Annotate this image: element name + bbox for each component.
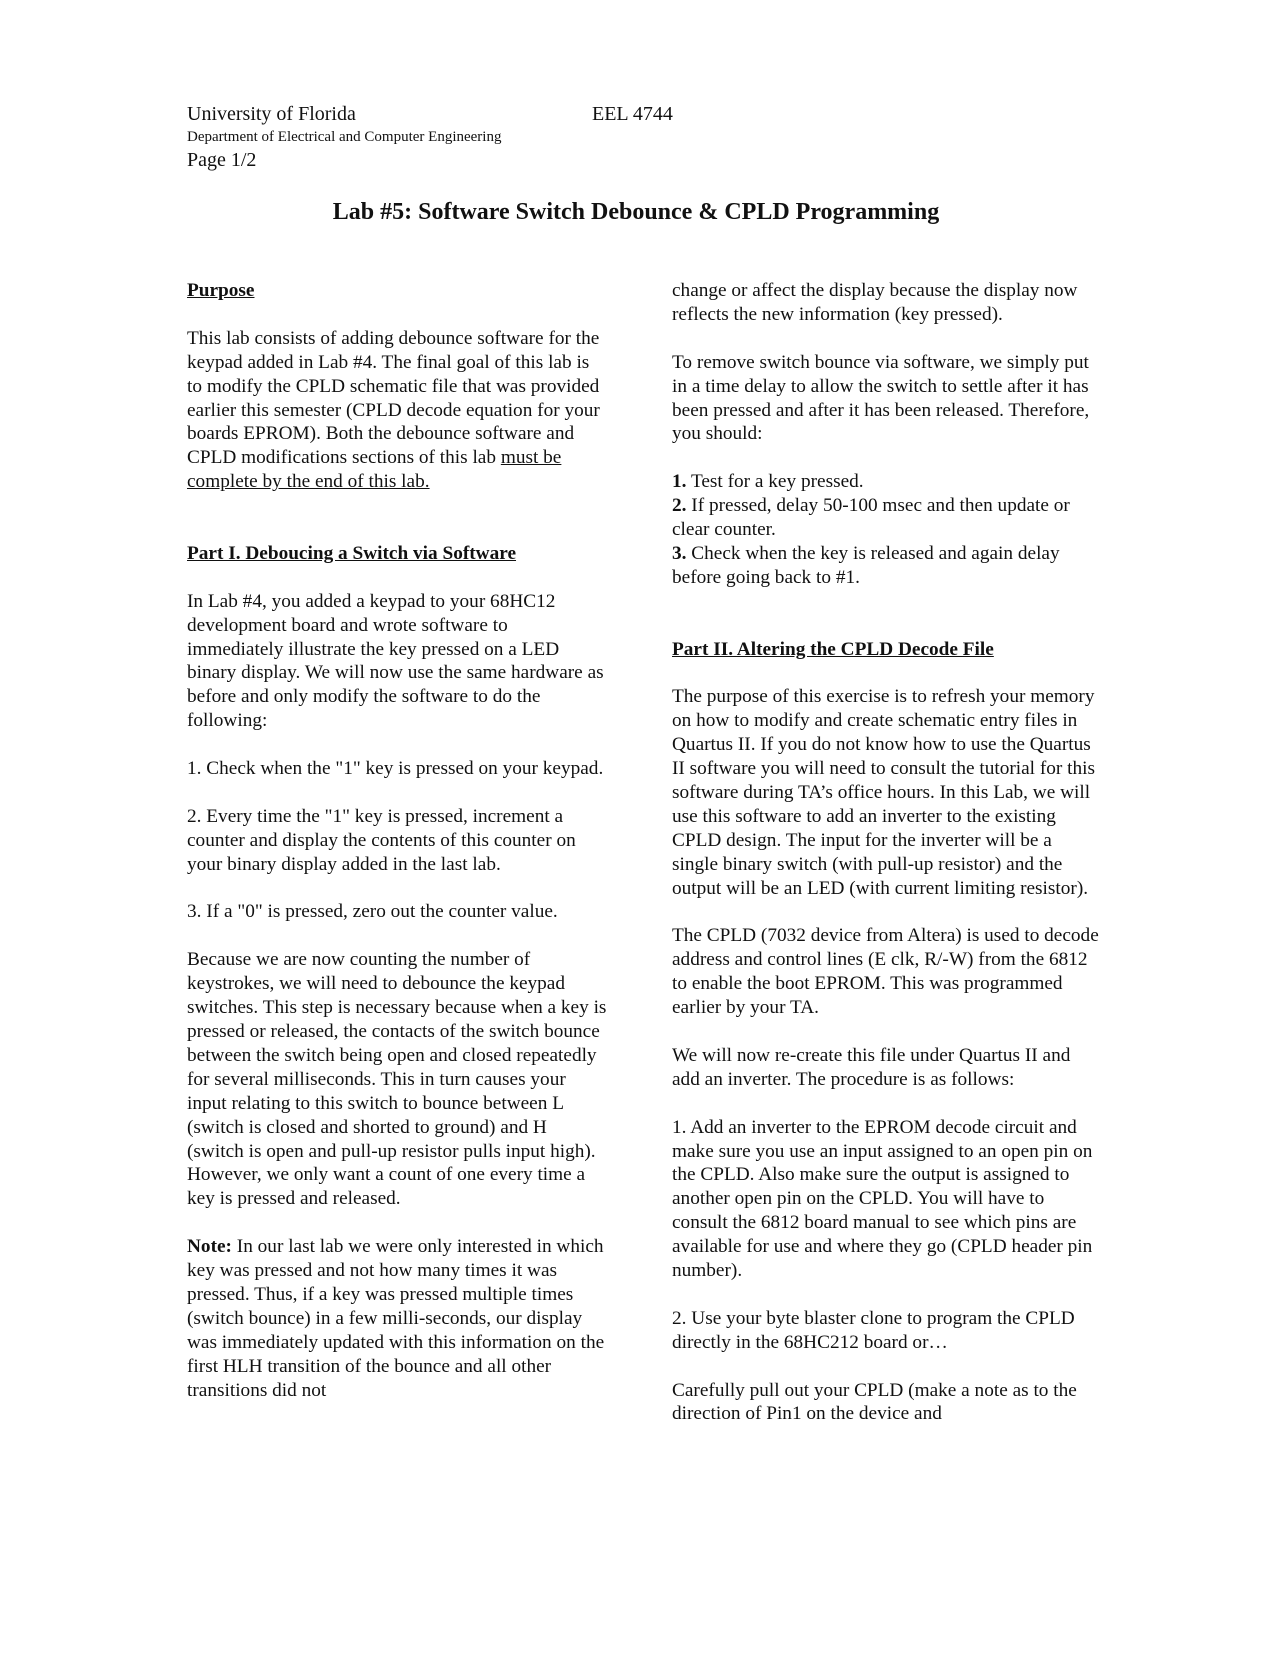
- remove-bounce-paragraph: To remove switch bounce via software, we simply put in a time delay to allow the switch to settle after it has been pressed and after it has been released. Therefore, you should:: [672, 351, 1090, 445]
- list-item-number: 1.: [672, 471, 687, 493]
- header-department: Department of Electrical and Computer Engineering: [187, 129, 502, 145]
- list-item-text: If pressed, delay 50-100 msec and then update or clear counter.: [672, 495, 1070, 541]
- step-2-paragraph: 2. Every time the "1" key is pressed, increment a counter and display the contents of this counter on your binary display added in the last lab.: [187, 805, 576, 875]
- bounce-paragraph: Because we are now counting the number of keystrokes, we will need to debounce the keypad switches. This step is necessary because when a key is pressed or released, the contacts of the switch bounce between the switch being open and closed repeatedly for several milliseconds. This in turn causes your input relating to this switch to bounce between L (switch is closed and shorted to ground) and H (switch is open and pull-up resistor pulls input high). However, we only want a count of one every time a key is pressed and released.: [187, 949, 607, 1210]
- list-item-number: 3.: [672, 542, 687, 564]
- note-text: In our last lab we were only interested in which key was pressed and not how many times it was pressed. Thus, if a key was pressed multiple times (switch bounce) in a few milli-seconds, our display was immediately updated with this information on the first HLH transition of the bounce and all other transitions did not: [187, 1236, 605, 1401]
- right-column: [672, 279, 1102, 1450]
- list-item-number: 2.: [672, 495, 687, 517]
- note-label: Note:: [187, 1236, 232, 1258]
- part1-heading: Part I. Deboucing a Switch via Software: [187, 542, 517, 564]
- pull-out-paragraph: Carefully pull out your CPLD (make a note as to the direction of Pin1 on the device and: [672, 1379, 1077, 1425]
- header-page-number: Page 1/2: [187, 149, 257, 171]
- note-continued-paragraph: change or affect the display because the display now reflects the new information (key pressed).: [672, 280, 1078, 325]
- purpose-text: This lab consists of adding debounce software for the keypad added in Lab #4. The final goal of this lab is to modify the CPLD schematic file that was provided earlier this semester (CPLD decode equation for your boards EPROM). Both the debounce software and CPLD modifications sections of this lab: [187, 327, 600, 469]
- debounce-steps-list: [672, 470, 1102, 590]
- recreate-paragraph: We will now re-create this file under Quartus II and add an inverter. The procedure is as follows:: [672, 1044, 1071, 1090]
- part2-intro-paragraph: The purpose of this exercise is to refresh your memory on how to modify and create schematic entry files in Quartus II. If you do not know how to use the Quartus II software you will need to consult the tutorial for this software during TA’s office hours. In this Lab, we will use this software to add an inverter to the existing CPLD design. The input for the inverter will be a single binary switch (with pull-up resistor) and the output will be an LED (with current limiting resistor).: [672, 686, 1096, 899]
- procedure-step-1: 1. Add an inverter to the EPROM decode circuit and make sure you use an input assigned to an open pin on the CPLD. Also make sure the output is assigned to another open pin on the CPLD. You will have to consult the 6812 board manual to see which pins are available for use and where they go (CPLD header pin number).: [672, 1116, 1093, 1282]
- step-1-paragraph: 1. Check when the "1" key is pressed on your keypad.: [187, 758, 604, 780]
- step-3-paragraph: 3. If a "0" is pressed, zero out the counter value.: [187, 901, 558, 923]
- left-column: [187, 279, 607, 1426]
- list-item: [672, 494, 1102, 542]
- list-item: [672, 470, 1102, 494]
- document-title: Lab #5: Software Switch Debounce & CPLD Programming: [332, 199, 940, 225]
- list-item: [672, 542, 1102, 590]
- cpld-paragraph: The CPLD (7032 device from Altera) is used to decode address and control lines (E clk, R/-W) from the 6812 to enable the boot EPROM. This was programmed earlier by your TA.: [672, 925, 1099, 1019]
- purpose-heading: Purpose: [187, 280, 255, 301]
- note-paragraph: [187, 1235, 607, 1402]
- part2-heading: Part II. Altering the CPLD Decode File: [672, 638, 994, 660]
- header-university: University of Florida: [187, 103, 356, 125]
- procedure-step-2: 2. Use your byte blaster clone to program the CPLD directly in the 68HC212 board or…: [672, 1307, 1075, 1353]
- list-item-text: Check when the key is released and again delay before going back to #1.: [672, 542, 1060, 588]
- purpose-paragraph: [187, 327, 607, 494]
- list-item-text: Test for a key pressed.: [686, 471, 864, 493]
- part1-intro-paragraph: In Lab #4, you added a keypad to your 68HC12 development board and wrote software to immediately illustrate the key pressed on a LED binary display. We will now use the same hardware as before and only modify the software to do the following:: [187, 590, 604, 732]
- purpose-underlined-text: must be complete by the end of this lab.: [187, 447, 562, 493]
- header-course: EEL 4744: [592, 103, 673, 125]
